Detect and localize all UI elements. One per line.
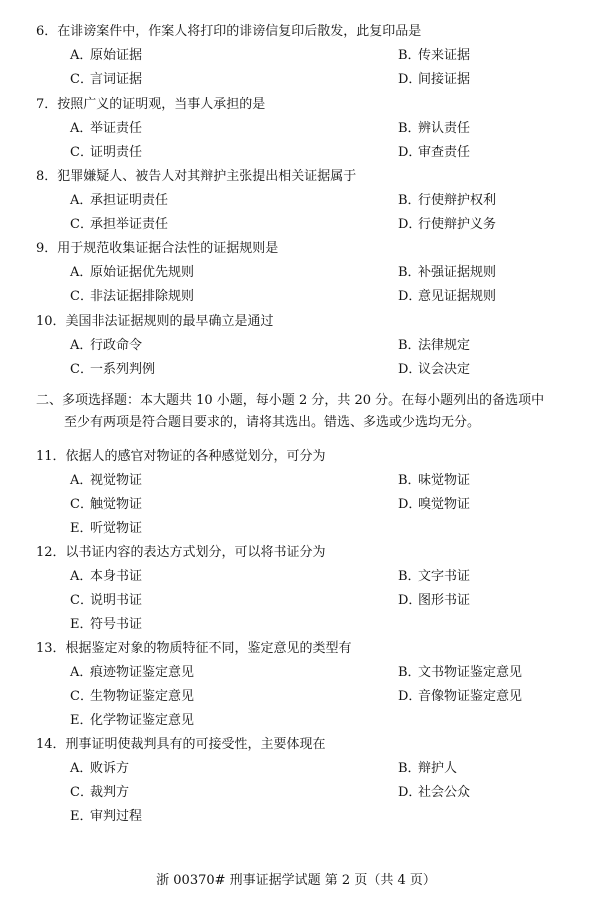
- option-text: 承担证明责任: [90, 193, 169, 208]
- option-text: 说明书证: [90, 593, 143, 608]
- option-b: [398, 190, 496, 212]
- option-letter: D．: [398, 72, 422, 87]
- option-text: 举证责任: [90, 121, 143, 136]
- question-11-stem: 11．依据人的感官对物证的各种感觉划分，可分为: [36, 449, 326, 464]
- option-b: [398, 566, 470, 588]
- option-letter: A．: [70, 569, 93, 584]
- option-letter: C．: [70, 145, 93, 160]
- question-14-options-row-2: [0, 782, 592, 804]
- question-14-options-row-1: [0, 758, 592, 780]
- option-letter: D．: [398, 785, 422, 800]
- option-text: 痕迹物证鉴定意见: [90, 665, 195, 680]
- option-text: 非法证据排除规则: [90, 289, 195, 304]
- question-8-options-row-1: [0, 190, 592, 212]
- option-text: 传来证据: [418, 48, 471, 63]
- option-letter: C．: [70, 72, 93, 87]
- option-letter: E．: [70, 713, 93, 728]
- option-letter: B．: [398, 569, 421, 584]
- option-c: [70, 69, 142, 91]
- option-text: 触觉物证: [90, 497, 143, 512]
- option-text: 辩护人: [418, 761, 458, 776]
- option-letter: B．: [398, 473, 421, 488]
- option-a: [70, 45, 142, 67]
- option-letter: B．: [398, 338, 421, 353]
- option-text: 一系列判例: [90, 362, 156, 377]
- option-a: [70, 758, 129, 780]
- option-text: 化学物证鉴定意见: [90, 713, 195, 728]
- option-b: [398, 262, 496, 284]
- option-letter: A．: [70, 121, 93, 136]
- question-10-stem: 10．美国非法证据规则的最早确立是通过: [36, 314, 274, 329]
- option-a: [70, 470, 142, 492]
- option-letter: E．: [70, 617, 93, 632]
- option-text: 视觉物证: [90, 473, 143, 488]
- question-14-options-row-3: [0, 806, 592, 828]
- option-letter: D．: [398, 497, 422, 512]
- question-6-stem: 6．在诽谤案件中，作案人将打印的诽谤信复印后散发，此复印品是: [36, 24, 422, 39]
- option-c: [70, 214, 168, 236]
- option-a: [70, 262, 194, 284]
- option-e: [70, 806, 142, 828]
- option-letter: B．: [398, 665, 421, 680]
- option-letter: C．: [70, 689, 93, 704]
- option-b: [398, 662, 522, 684]
- option-e: [70, 710, 194, 732]
- question-12-options-row-2: [0, 590, 592, 612]
- option-letter: C．: [70, 362, 93, 377]
- option-letter: C．: [70, 217, 93, 232]
- option-text: 补强证据规则: [418, 265, 497, 280]
- option-d: [398, 359, 470, 381]
- option-a: [70, 335, 142, 357]
- question-8-stem: 8．犯罪嫌疑人、被告人对其辩护主张提出相关证据属于: [36, 169, 357, 184]
- option-c: [70, 286, 194, 308]
- option-text: 法律规定: [418, 338, 471, 353]
- option-text: 行使辩护权利: [418, 193, 497, 208]
- question-8-options-row-2: [0, 214, 592, 236]
- option-c: [70, 494, 142, 516]
- option-letter: D．: [398, 362, 422, 377]
- option-text: 辨认责任: [418, 121, 471, 136]
- question-11-options-row-1: [0, 470, 592, 492]
- option-text: 符号书证: [90, 617, 143, 632]
- option-text: 社会公众: [418, 785, 471, 800]
- option-letter: B．: [398, 761, 421, 776]
- option-letter: A．: [70, 473, 93, 488]
- option-c: [70, 590, 142, 612]
- option-d: [398, 142, 470, 164]
- question-13-options-row-1: [0, 662, 592, 684]
- question-7-options-row-2: [0, 142, 592, 164]
- option-letter: B．: [398, 265, 421, 280]
- option-letter: C．: [70, 497, 93, 512]
- question-7-options-row-1: [0, 118, 592, 140]
- option-text: 行政命令: [90, 338, 143, 353]
- option-text: 行使辩护义务: [418, 217, 497, 232]
- option-text: 裁判方: [90, 785, 130, 800]
- option-text: 意见证据规则: [418, 289, 497, 304]
- question-12-stem: 12．以书证内容的表达方式划分，可以将书证分为: [36, 545, 326, 560]
- option-text: 图形书证: [418, 593, 471, 608]
- option-text: 原始证据优先规则: [90, 265, 195, 280]
- question-12-options-row-3: [0, 614, 592, 636]
- question-13-options-row-2: [0, 686, 592, 708]
- option-c: [70, 782, 129, 804]
- option-letter: A．: [70, 338, 93, 353]
- option-text: 言词证据: [90, 72, 143, 87]
- option-letter: C．: [70, 593, 93, 608]
- question-14-stem: 14．刑事证明使裁判具有的可接受性，主要体现在: [36, 737, 326, 752]
- question-6-options-row-1: [0, 45, 592, 67]
- option-letter: A．: [70, 665, 93, 680]
- section-2-instructions: 至少有两项是符合题目要求的，请将其选出。错选、多选或少选均无分。: [64, 415, 481, 430]
- option-a: [70, 662, 194, 684]
- option-letter: A．: [70, 48, 93, 63]
- option-letter: E．: [70, 521, 93, 536]
- option-e: [70, 614, 142, 636]
- question-6-options-row-2: [0, 69, 592, 91]
- option-b: [398, 470, 470, 492]
- option-text: 议会决定: [418, 362, 471, 377]
- option-text: 听觉物证: [90, 521, 143, 536]
- option-text: 败诉方: [90, 761, 130, 776]
- page-footer: 浙 00370# 刑事证据学试题 第 2 页（共 4 页）: [156, 873, 436, 888]
- option-letter: D．: [398, 593, 422, 608]
- question-9-options-row-1: [0, 262, 592, 284]
- option-letter: D．: [398, 145, 422, 160]
- question-10-options-row-2: [0, 359, 592, 381]
- option-d: [398, 494, 470, 516]
- option-text: 本身书证: [90, 569, 143, 584]
- question-7-stem: 7．按照广义的证明观，当事人承担的是: [36, 97, 266, 112]
- option-e: [70, 518, 142, 540]
- option-letter: A．: [70, 265, 93, 280]
- option-text: 文书物证鉴定意见: [418, 665, 523, 680]
- option-letter: C．: [70, 289, 93, 304]
- option-text: 嗅觉物证: [418, 497, 471, 512]
- option-d: [398, 590, 470, 612]
- option-text: 生物物证鉴定意见: [90, 689, 195, 704]
- option-c: [70, 359, 155, 381]
- option-letter: A．: [70, 761, 93, 776]
- question-13-options-row-3: [0, 710, 592, 732]
- option-text: 间接证据: [418, 72, 471, 87]
- option-letter: B．: [398, 121, 421, 136]
- question-10-options-row-1: [0, 335, 592, 357]
- option-d: [398, 214, 496, 236]
- option-letter: D．: [398, 289, 422, 304]
- option-b: [398, 758, 457, 780]
- option-letter: D．: [398, 217, 422, 232]
- option-d: [398, 286, 496, 308]
- option-b: [398, 118, 470, 140]
- option-c: [70, 142, 142, 164]
- option-letter: D．: [398, 689, 422, 704]
- option-text: 审查责任: [418, 145, 471, 160]
- option-text: 文字书证: [418, 569, 471, 584]
- option-d: [398, 782, 470, 804]
- option-d: [398, 69, 470, 91]
- option-letter: A．: [70, 193, 93, 208]
- option-letter: E．: [70, 809, 93, 824]
- option-letter: B．: [398, 48, 421, 63]
- option-d: [398, 686, 522, 708]
- option-b: [398, 45, 470, 67]
- option-a: [70, 566, 142, 588]
- option-text: 证明责任: [90, 145, 143, 160]
- option-a: [70, 118, 142, 140]
- option-text: 音像物证鉴定意见: [418, 689, 523, 704]
- question-11-options-row-2: [0, 494, 592, 516]
- question-9-stem: 9．用于规范收集证据合法性的证据规则是: [36, 241, 279, 256]
- option-text: 承担举证责任: [90, 217, 169, 232]
- question-9-options-row-2: [0, 286, 592, 308]
- option-a: [70, 190, 168, 212]
- section-2-heading: 二、多项选择题：本大题共 10 小题，每小题 2 分，共 20 分。在每小题列出的备选项中: [36, 393, 545, 408]
- option-text: 审判过程: [90, 809, 143, 824]
- option-c: [70, 686, 194, 708]
- question-12-options-row-1: [0, 566, 592, 588]
- option-text: 原始证据: [90, 48, 143, 63]
- option-letter: B．: [398, 193, 421, 208]
- option-letter: C．: [70, 785, 93, 800]
- question-13-stem: 13．根据鉴定对象的物质特征不同，鉴定意见的类型有: [36, 641, 352, 656]
- option-text: 味觉物证: [418, 473, 471, 488]
- option-b: [398, 335, 470, 357]
- question-11-options-row-3: [0, 518, 592, 540]
